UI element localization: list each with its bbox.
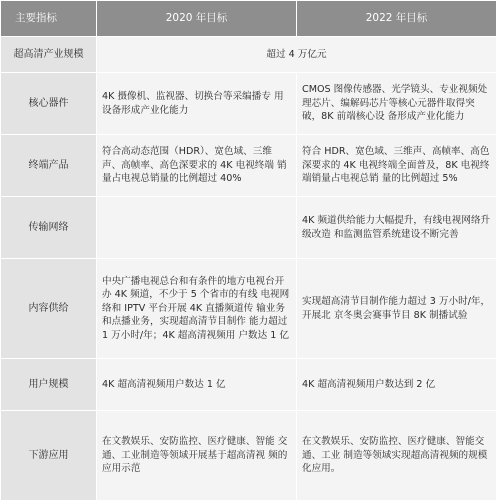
- transmission-network-2022: 4K 频道供给能力大幅提升，有线电视网络升级改造 和监测监管系统建设不断完善: [297, 197, 496, 259]
- row-label-user-scale: 用户规模: [1, 359, 97, 411]
- downstream-applications-2020: 在文教娱乐、安防监控、医疗健康、智能 交通、工业制造等领域开展基于超高清视 频的应用示范: [97, 411, 297, 501]
- user-scale-2022: 4K 超高清视频用户数达到 2 亿: [297, 359, 496, 411]
- row-label-core-components: 核心器件: [1, 73, 97, 135]
- row-label-terminal-products: 终端产品: [1, 135, 97, 197]
- table-row: [1, 359, 496, 411]
- terminal-products-2022: 符合 HDR、宽色域、三维声、高帧率、高色深要求的 4K 电视终端全面普及，8K 电视终端销量占电视总销 量的比例超过 5%: [297, 135, 496, 197]
- header-indicator: 主要指标: [1, 1, 97, 37]
- transmission-network-2020: [97, 197, 297, 259]
- row-label-transmission-network: 传输网络: [1, 197, 97, 259]
- header-2020-target: 2020 年目标: [97, 1, 297, 37]
- core-components-2020: 4K 摄像机、监视器、切换台等采编播专 用设备形成产业化能力: [97, 73, 297, 135]
- header-2022-target: 2022 年目标: [297, 1, 496, 37]
- content-supply-2022: 实现超高清节目制作能力超过 3 万小时/年，开展北 京冬奥会赛事节目 8K 制播试验: [297, 259, 496, 359]
- row-label-industry-scale: 超高清产业规模: [1, 37, 97, 73]
- industry-scale-target: 超过 4 万亿元: [97, 37, 496, 73]
- user-scale-2020: 4K 超高清视频用户数达 1 亿: [97, 359, 297, 411]
- table-row: [1, 37, 496, 73]
- table-row: [1, 197, 496, 259]
- downstream-applications-2022: 在文教娱乐、安防监控、医疗健康、智能交通、工业 制造等领域实现超高清视频的规模化应用。: [297, 411, 496, 501]
- row-label-content-supply: 内容供给: [1, 259, 97, 359]
- table-row: [1, 411, 496, 501]
- row-label-downstream-applications: 下游应用: [1, 411, 97, 501]
- core-components-2022: CMOS 图像传感器、光学镜头、专业视频处理芯片、编解码芯片等核心元器件取得突破，8K 前端核心设 备形成产业化能力: [297, 73, 496, 135]
- content-supply-2020: 中央广播电视总台和有条件的地方电视台开办 4K 频道，不少于 5 个省市的有线 电视网络和 IPTV 平台开展 4K 直播频道传 输业务和点播业务，实现超高清节目制作 能力超过 1 万小时/年；4K 超高清视频用 户数达 1 亿: [97, 259, 297, 359]
- table-row: [1, 259, 496, 359]
- terminal-products-2020: 符合高动态范围（HDR）、宽色域、三维 声、高帧率、高色深要求的 4K 电视终端 销量占电视总销量的比例超过 40%: [97, 135, 297, 197]
- table-row: [1, 73, 496, 135]
- table-row: [1, 135, 496, 197]
- table-header-row: [1, 1, 496, 37]
